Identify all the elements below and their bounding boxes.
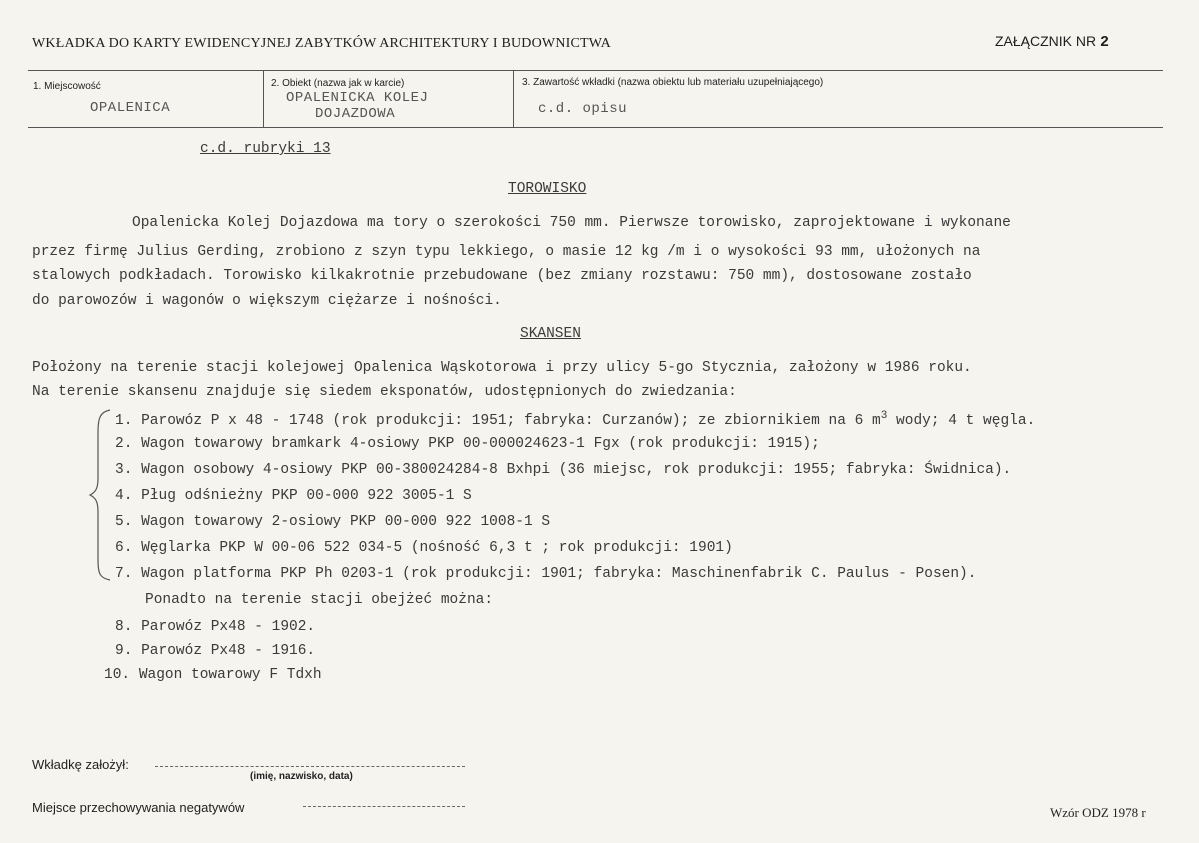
negatives-label: Miejsce przechowywania negatywów — [32, 800, 245, 815]
annex-label — [995, 33, 1109, 51]
created-by-label: Wkładkę założył: — [32, 757, 129, 772]
annex-number: 2 — [1100, 34, 1110, 51]
content-value: c.d. opisu — [538, 101, 628, 117]
object-value-line2: DOJAZDOWA — [315, 106, 396, 122]
item-text-end: wody; 4 t węgla. — [887, 412, 1036, 429]
list-item — [115, 436, 820, 452]
additional-intro: Ponadto na terenie stacji obejżeć można: — [145, 592, 494, 608]
list-item — [115, 488, 472, 504]
content-label: 3. Zawartość wkładki (nazwa obiektu lub materiału uzupełniającego) — [522, 77, 824, 88]
list-item — [104, 667, 322, 683]
skansen-line-1: Położony na terenie stacji kolejowej Opalenica Wąskotorowa i przy ulicy 5-go Stycznia, założony w 1986 roku. — [32, 360, 972, 376]
list-item — [115, 619, 315, 635]
item-number: 3. — [115, 462, 133, 478]
item-text: Wagon towarowy bramkark 4-osiowy PKP 00-000024623-1 Fgx (rok produkcji: 1915); — [141, 436, 820, 452]
track-section-title: TOROWISKO — [508, 181, 587, 197]
item-number: 7. — [115, 566, 133, 582]
object-value-line1: OPALENICKA KOLEJ — [286, 90, 429, 106]
negatives-line — [303, 806, 465, 807]
skansen-section-title: SKANSEN — [520, 326, 581, 342]
item-text: Parowóz Px48 - 1902. — [141, 619, 316, 635]
item-number: 9. — [115, 643, 133, 659]
item-text: Pług odśnieżny PKP 00-000 922 3005-1 S — [141, 488, 472, 504]
field-divider-2 — [513, 71, 514, 128]
item-text: Wagon platforma PKP Ph 0203-1 (rok produkcji: 1901; fabryka: Maschinenfabrik C. Paulus - Posen). — [141, 566, 977, 582]
item-number: 4. — [115, 488, 133, 504]
item-number: 6. — [115, 540, 133, 556]
locality-label: 1. Miejscowość — [33, 81, 101, 92]
form-title: WKŁADKA DO KARTY EWIDENCYJNEJ ZABYTKÓW ARCHITEKTURY I BUDOWNICTWA — [32, 36, 611, 51]
list-item — [115, 462, 1011, 478]
created-by-line — [155, 766, 465, 767]
item-number: 2. — [115, 436, 133, 452]
continuation-note: c.d. rubryki 13 — [200, 141, 331, 157]
item-text: Parowóz P x 48 - 1748 (rok produkcji: 1951; fabryka: Curzanów); ze zbiornikiem na 6 m — [141, 412, 881, 429]
item-text: Wagon osobowy 4-osiowy PKP 00-380024284-8 Bxhpi (36 miejsc, rok produkcji: 1955; fabryka: Świdnica). — [141, 462, 1012, 478]
item-text: Wagon towarowy F Tdxh — [138, 667, 322, 683]
item-number: 5. — [115, 514, 133, 530]
list-brace — [88, 408, 112, 582]
form-code: Wzór ODZ 1978 r — [1050, 805, 1146, 820]
item-number: 8. — [115, 619, 133, 635]
item-text: Węglarka PKP W 00-06 522 034-5 (nośność 6,3 t ; rok produkcji: 1901) — [141, 540, 733, 556]
item-text: Wagon towarowy 2-osiowy PKP 00-000 922 1008-1 S — [141, 514, 551, 530]
item-number: 1. — [115, 412, 133, 429]
locality-value: OPALENICA — [90, 100, 171, 116]
object-label: 2. Obiekt (nazwa jak w karcie) — [271, 78, 405, 89]
header-top-rule — [28, 70, 1163, 71]
track-line-2: przez firmę Julius Gerding, zrobiono z szyn typu lekkiego, o masie 12 kg /m i o wysokości 93 mm, ułożonych na — [32, 244, 981, 260]
item-superscript: 3 — [880, 410, 888, 422]
item-text: Parowóz Px48 - 1916. — [141, 643, 316, 659]
list-item — [115, 643, 315, 659]
header-bottom-rule — [28, 127, 1163, 128]
skansen-line-2: Na terenie skansenu znajduje się siedem eksponatów, udostępnionych do zwiedzania: — [32, 384, 737, 400]
field-divider-1 — [263, 71, 264, 128]
annex-label-text: ZAŁĄCZNIK NR — [995, 33, 1097, 49]
list-item — [115, 514, 550, 530]
list-item — [115, 540, 733, 556]
track-line-4: do parowozów i wagonów o większym ciężarze i nośności. — [32, 293, 502, 309]
list-item — [115, 410, 1035, 429]
track-line-3: stalowych podkładach. Torowisko kilkakrotnie przebudowane (bez zmiany rozstawu: 750 mm), dostosowane zostało — [32, 268, 972, 284]
item-number: 10. — [104, 667, 131, 683]
track-line-1: Opalenicka Kolej Dojazdowa ma tory o szerokości 750 mm. Pierwsze torowisko, zaprojektowane i wykonane — [132, 215, 1011, 231]
list-item — [115, 566, 976, 582]
created-by-hint: (imię, nazwisko, data) — [250, 771, 353, 782]
